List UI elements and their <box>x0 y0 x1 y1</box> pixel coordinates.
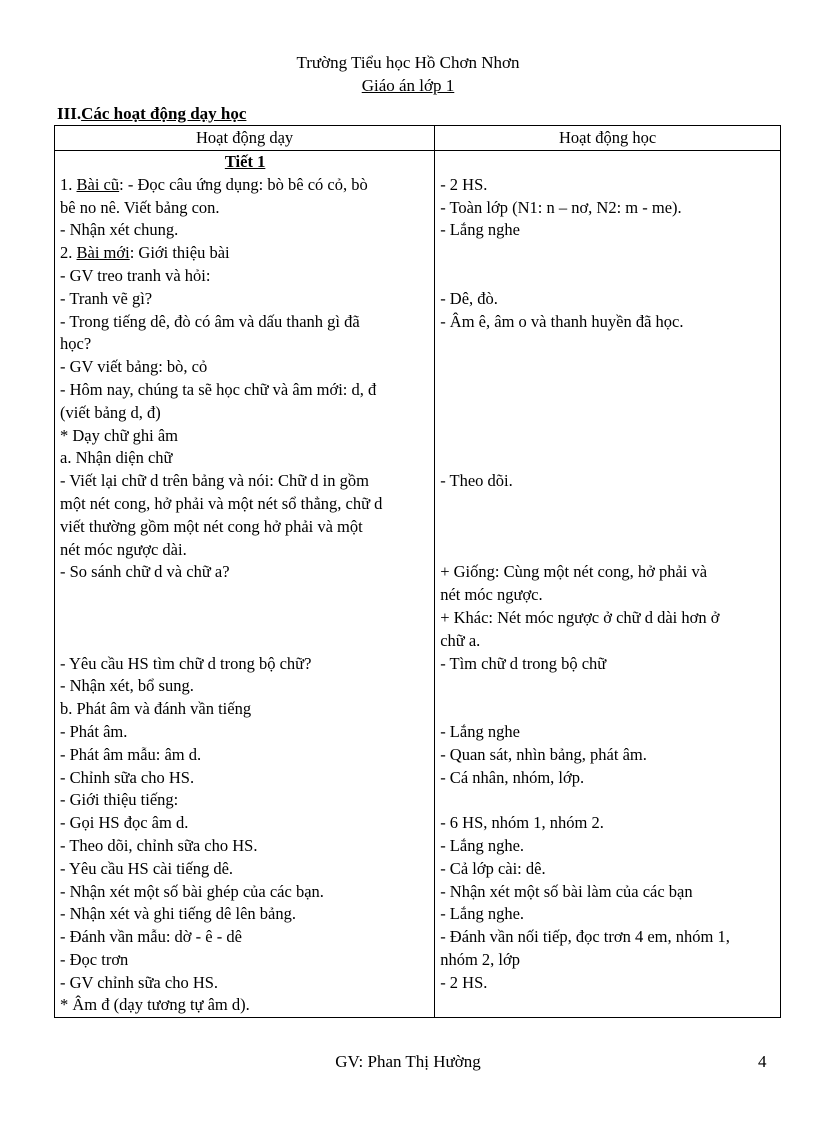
list-item: nhóm 2, lớp <box>440 949 520 969</box>
list-item: một nét cong, hở phải và một nét sổ thẳng, chữ d <box>60 493 383 513</box>
list-item: b. Phát âm và đánh vần tiếng <box>60 699 252 719</box>
list-item: - Đọc trơn <box>60 949 129 969</box>
list-item: - GV chỉnh sữa cho HS. <box>60 972 219 992</box>
list-item: viết thường gồm một nét cong hở phải và một <box>60 516 363 536</box>
list-item: - Nhận xét chung. <box>60 220 179 240</box>
list-item: - Nhận xét, bổ sung. <box>60 676 194 696</box>
list-item: học? <box>60 334 92 354</box>
list-item: - Âm ê, âm o và thanh huyền đã học. <box>440 311 684 331</box>
list-item: - GV viết bảng: bò, cỏ <box>60 357 208 377</box>
document-subtitle: Giáo án lớp 1 <box>361 76 455 95</box>
list-item: - Trong tiếng dê, đò có âm và dấu thanh gì đã <box>60 311 360 331</box>
list-item: - Theo dõi, chỉnh sữa cho HS. <box>60 835 258 855</box>
list-item: nét móc ngược dài. <box>60 539 187 559</box>
list-item: - 6 HS, nhóm 1, nhóm 2. <box>440 813 604 833</box>
student-activities <box>435 151 781 1018</box>
list-item: - Tranh vẽ gì? <box>60 288 153 308</box>
list-item: - Nhận xét và ghi tiếng dê lên bảng. <box>60 904 296 924</box>
list-item: - Cả lớp cài: dê. <box>440 858 546 878</box>
list-item: - Toàn lớp (N1: n – nơ, N2: m - me). <box>440 197 682 217</box>
list-item: (viết bảng d, đ) <box>60 402 161 422</box>
list-item: - Tìm chữ d trong bộ chữ <box>440 653 607 673</box>
list-item: - Hôm nay, chúng ta sẽ học chữ và âm mới: d, đ <box>60 379 377 399</box>
section-number: III. <box>57 104 82 123</box>
table-body-row <box>55 151 781 1018</box>
list-item: - Yêu cầu HS cài tiếng dê. <box>60 858 234 878</box>
list-item: - Giới thiệu tiếng: <box>60 790 179 810</box>
section-title: Các hoạt động dạy học <box>81 104 247 123</box>
list-item: - Đánh vần nối tiếp, đọc trơn 4 em, nhóm 1, <box>440 927 730 947</box>
table-header-row <box>55 126 781 151</box>
list-item: - Phát âm mẫu: âm d. <box>60 744 202 764</box>
list-item: - GV treo tranh và hỏi: <box>60 265 211 285</box>
old-lesson-line: 1. Bài cũ: - Đọc câu ứng dụng: bò bê có cỏ, bò <box>60 174 368 194</box>
list-item: - 2 HS. <box>440 174 488 194</box>
list-item: - Chỉnh sữa cho HS. <box>60 767 195 787</box>
list-item: - Lắng nghe <box>440 721 520 741</box>
list-item: * Âm đ (dạy tương tự âm d). <box>60 995 250 1015</box>
list-item: - Quan sát, nhìn bảng, phát âm. <box>440 744 647 764</box>
period-title: Tiết 1 <box>224 152 266 171</box>
list-item: + Khác: Nét móc ngược ở chữ d dài hơn ở <box>440 607 720 627</box>
list-item: - Dê, đò. <box>440 288 498 308</box>
list-item: - Theo dõi. <box>440 471 513 491</box>
new-lesson-line: 2. Bài mới: Giới thiệu bài <box>60 243 230 263</box>
list-item: - Yêu cầu HS tìm chữ d trong bộ chữ? <box>60 653 312 673</box>
school-name: Trường Tiểu học Hồ Chơn Nhơn <box>296 53 520 72</box>
list-item: - 2 HS. <box>440 972 488 992</box>
teacher-name: GV: Phan Thị Hường <box>335 1052 481 1071</box>
list-item: - Gọi HS đọc âm d. <box>60 813 189 833</box>
section-heading <box>57 104 246 124</box>
list-item: * Dạy chữ ghi âm <box>60 425 178 445</box>
list-item: - Nhận xét một số bài làm của các bạn <box>440 881 693 901</box>
column-header-teaching: Hoạt động dạy <box>55 126 435 151</box>
list-item: nét móc ngược. <box>440 585 543 605</box>
list-item: a. Nhận diện chữ <box>60 448 173 468</box>
lesson-table <box>54 125 781 1018</box>
list-item: chữ a. <box>440 630 481 650</box>
list-item: - So sánh chữ d và chữ a? <box>60 562 230 582</box>
list-item: + Giống: Cùng một nét cong, hở phải và <box>440 562 708 582</box>
list-item: - Nhận xét một số bài ghép của các bạn. <box>60 881 324 901</box>
list-item: - Viết lại chữ d trên bảng và nói: Chữ d in gồm <box>60 471 369 491</box>
page-number: 4 <box>758 1052 767 1071</box>
list-item: - Cá nhân, nhóm, lớp. <box>440 767 585 787</box>
list-item: - Đánh vần mẫu: dờ - ê - dê <box>60 927 242 947</box>
list-item: bê no nê. Viết bảng con. <box>60 197 220 217</box>
list-item: - Phát âm. <box>60 721 128 741</box>
list-item: - Lắng nghe <box>440 220 520 240</box>
column-header-learning: Hoạt động học <box>435 126 781 151</box>
list-item: - Lắng nghe. <box>440 835 525 855</box>
teacher-activities <box>55 151 435 1018</box>
list-item: - Lắng nghe. <box>440 904 525 924</box>
